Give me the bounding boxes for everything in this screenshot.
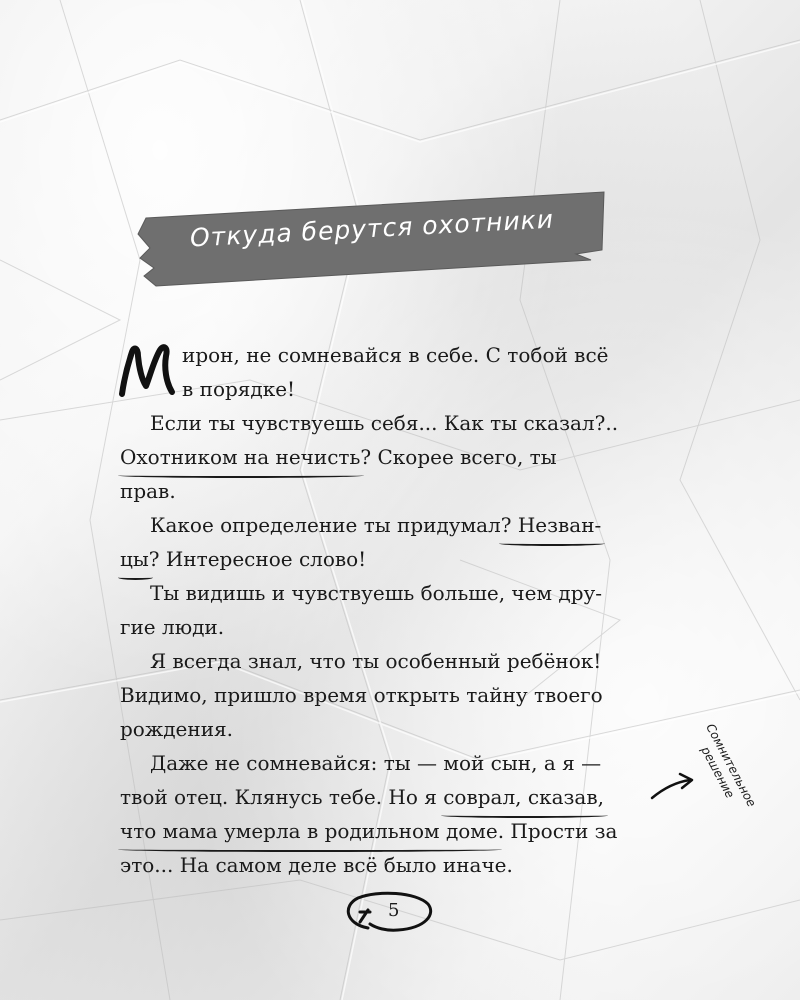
paragraph-6-line-3 <box>120 814 650 848</box>
underlined-phrase: соврал, сказав, <box>443 780 604 814</box>
drop-cap-letter-text: М <box>116 342 118 343</box>
paragraph-3-line-1-pre: Какое определение ты придумал <box>150 513 501 537</box>
paragraph-6-line-2 <box>120 780 650 814</box>
page-number: 5 <box>388 900 400 921</box>
underlined-phrase: ? Незван- <box>501 508 602 542</box>
page-number-badge <box>338 888 436 938</box>
paragraph-5-line-1: Я всегда знал, что ты особенный ребёнок! <box>150 649 602 673</box>
paragraph-5-line-2: Видимо, пришло время открыть тайну твоего <box>120 683 603 707</box>
paragraph-5-line-3: рождения. <box>120 717 234 741</box>
paragraph-6-line-4: это... На самом деле всё было иначе. <box>120 853 513 877</box>
underlined-phrase: что мама умерла в родильном доме <box>120 814 498 848</box>
paragraph-4-line-1: Ты видишь и чувствуешь больше, чем дру- <box>150 581 603 605</box>
paragraph-3-line-1 <box>120 508 650 542</box>
paragraph-2-line-1: Если ты чувствуешь себя... Как ты сказал?.. <box>150 411 619 435</box>
paragraph-6-line-2-pre: твой отец. Клянусь тебе. Но я <box>120 785 444 809</box>
chapter-title: Откуда берутся охотники <box>189 204 555 253</box>
paragraph-6-line-3-rest: . Прости за <box>497 819 618 843</box>
paragraph-6-line-1: Даже не сомневайся: ты — мой сын, а я — <box>150 751 602 775</box>
margin-annotation <box>650 718 790 828</box>
paragraph-4-line-2: гие люди. <box>120 615 225 639</box>
annotation-text: Сомнительное решение <box>698 721 759 810</box>
paragraph-3-line-2 <box>120 542 650 576</box>
circle-arrow-icon <box>338 888 436 938</box>
paragraph-2-line-2 <box>120 440 650 474</box>
paragraph-2-line-3: прав. <box>120 479 176 503</box>
chapter-title-banner <box>136 188 608 288</box>
paragraph-1-line-2: в порядке! <box>182 377 296 401</box>
paragraph-3-line-2-rest: ? Интересное слово! <box>148 547 367 571</box>
arrow-icon <box>650 718 790 828</box>
paragraph-2-line-2-rest: ? Скорее всего, ты <box>360 445 557 469</box>
letter-body <box>120 338 650 882</box>
paragraph-1-line-1: ирон, не сомневайся в себе. С тобой всё <box>182 343 609 367</box>
underlined-phrase: цы <box>120 542 149 576</box>
underlined-phrase: Охотником на нечисть <box>120 440 360 474</box>
